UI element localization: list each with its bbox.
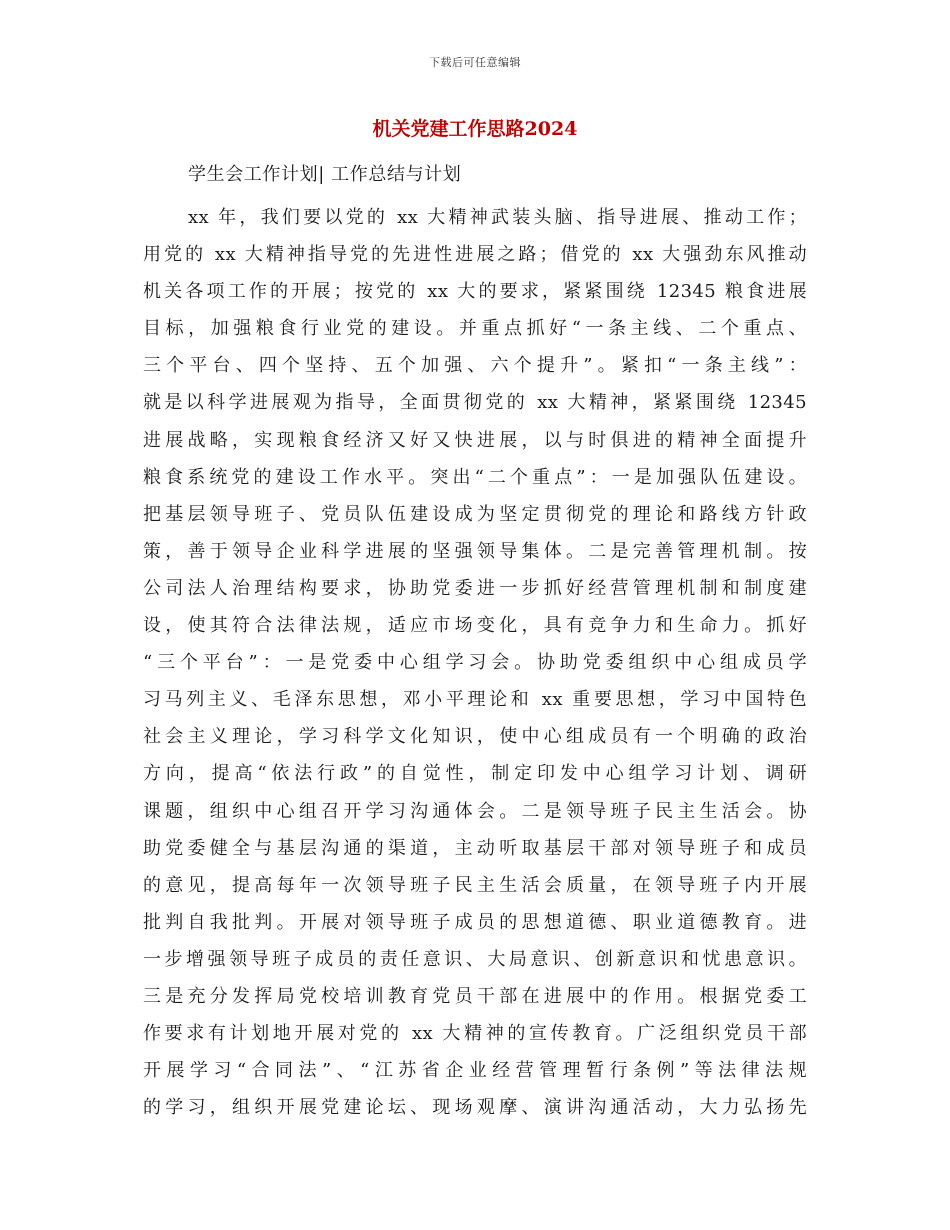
body-line: 三个平台、四个坚持、五个加强、六个提升”。紧扣“一条主线”： bbox=[143, 355, 807, 377]
document-subtitle: 学生会工作计划| 工作总结与计划 bbox=[188, 164, 462, 185]
body-line: 就是以科学进展观为指导，全面贯彻党的 xx 大精神，紧紧围绕 12345 bbox=[143, 392, 807, 414]
body-line: 三是充分发挥局党校培训教育党员干部在进展中的作用。根据党委工 bbox=[143, 985, 807, 1007]
body-line: 方向，提高“依法行政”的自觉性，制定印发中心组学习计划、调研 bbox=[143, 763, 807, 785]
body-line: 作要求有计划地开展对党的 xx 大精神的宣传教育。广泛组织党员干部 bbox=[143, 1023, 807, 1045]
body-line: 进展战略，实现粮食经济又好又快进展，以与时俱进的精神全面提升 bbox=[143, 429, 807, 451]
document-title: 机关党建工作思路2024 bbox=[372, 118, 578, 140]
body-line: 社会主义理论，学习科学文化知识，使中心组成员有一个明确的政治 bbox=[143, 726, 807, 748]
body-line: 策，善于领导企业科学进展的坚强领导集体。二是完善管理机制。按 bbox=[143, 540, 807, 562]
body-line: “三个平台”：一是党委中心组学习会。协助党委组织中心组成员学 bbox=[143, 652, 807, 674]
header-note: 下载后可任意编辑 bbox=[429, 56, 521, 69]
body-line: xx 年，我们要以党的 xx 大精神武装头脑、指导进展、推动工作； bbox=[188, 207, 807, 228]
body-line: 用党的 xx 大精神指导党的先进性进展之路；借党的 xx 大强劲东风推动 bbox=[143, 244, 807, 266]
body-line: 把基层领导班子、党员队伍建设成为坚定贯彻党的理论和路线方针政 bbox=[143, 503, 807, 525]
body-line: 习马列主义、毛泽东思想，邓小平理论和 xx 重要思想，学习中国特色 bbox=[143, 689, 807, 711]
body-text bbox=[143, 199, 807, 1126]
body-line: 开展学习“合同法”、“江苏省企业经营管理暂行条例”等法律法规 bbox=[143, 1060, 807, 1082]
body-line: 目标，加强粮食行业党的建设。并重点抓好“一条主线、二个重点、 bbox=[143, 318, 807, 340]
body-line: 粮食系统党的建设工作水平。突出“二个重点”：一是加强队伍建设。 bbox=[143, 466, 807, 488]
body-line: 课题，组织中心组召开学习沟通体会。二是领导班子民主生活会。协 bbox=[143, 800, 807, 822]
body-line: 公司法人治理结构要求，协助党委进一步抓好经营管理机制和制度建 bbox=[143, 577, 807, 599]
body-line: 助党委健全与基层沟通的渠道，主动听取基层干部对领导班子和成员 bbox=[143, 837, 807, 859]
body-line: 批判自我批判。开展对领导班子成员的思想道德、职业道德教育。进 bbox=[143, 911, 807, 933]
body-line: 的学习，组织开展党建论坛、现场观摩、演讲沟通活动，大力弘扬先 bbox=[143, 1097, 807, 1119]
body-line: 一步增强领导班子成员的责任意识、大局意识、创新意识和忧患意识。 bbox=[143, 948, 807, 970]
body-line: 的意见，提高每年一次领导班子民主生活会质量，在领导班子内开展 bbox=[143, 874, 807, 896]
body-line: 设，使其符合法律法规，适应市场变化，具有竞争力和生命力。抓好 bbox=[143, 615, 807, 637]
body-line: 机关各项工作的开展；按党的 xx 大的要求，紧紧围绕 12345 粮食进展 bbox=[143, 281, 807, 303]
